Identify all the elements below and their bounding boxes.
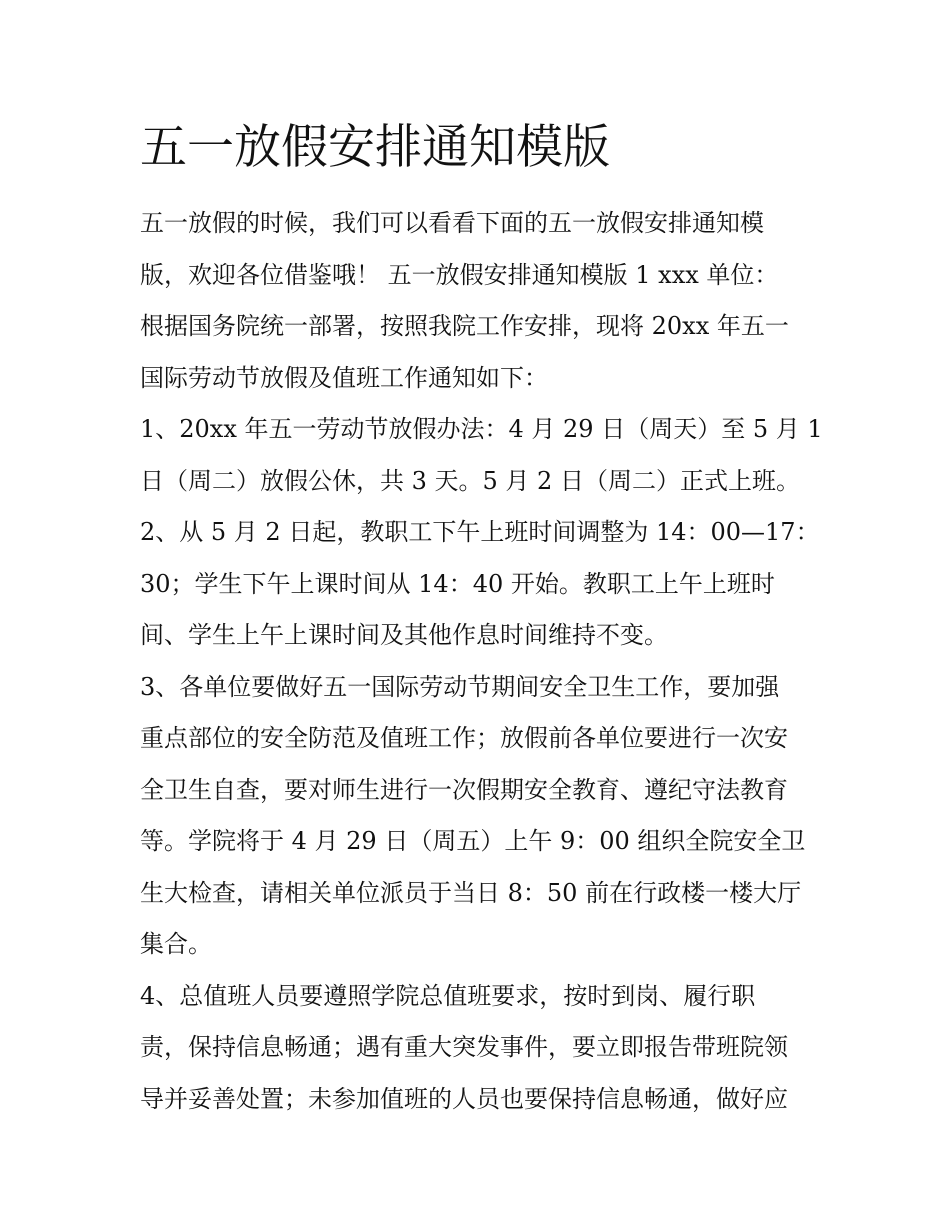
- paragraph-line: 根据国务院统一部署，按照我院工作安排，现将 20xx 年五一: [140, 312, 789, 340]
- paragraph-line: 1、20xx 年五一劳动节放假办法：4 月 29 日（周天）至 5 月 1: [140, 415, 823, 443]
- paragraph-line: 集合。: [140, 930, 212, 958]
- paragraph-line: 版，欢迎各位借鉴哦！ 五一放假安排通知模版 1 xxx 单位：: [140, 260, 779, 289]
- paragraph-line: 间、学生上午上课时间及其他作息时间维持不变。: [140, 621, 668, 649]
- paragraph-line: 导并妥善处置；未参加值班的人员也要保持信息畅通，做好应: [140, 1084, 788, 1113]
- paragraph-line: 五一放假的时候，我们可以看看下面的五一放假安排通知模: [140, 209, 764, 237]
- document-body: [140, 198, 823, 1125]
- paragraph-line: 4、总值班人员要遵照学院总值班要求，按时到岗、履行职: [140, 981, 756, 1010]
- paragraph-line: 生大检查，请相关单位派员于当日 8：50 前在行政楼一楼大厅: [140, 878, 802, 907]
- paragraph-line: 3、各单位要做好五一国际劳动节期间安全卫生工作，要加强: [140, 672, 780, 701]
- paragraph-line: 重点部位的安全防范及值班工作；放假前各单位要进行一次安: [140, 724, 788, 752]
- paragraph-line: 等。学院将于 4 月 29 日（周五）上午 9：00 组织全院安全卫: [140, 827, 806, 855]
- paragraph-line: 全卫生自查，要对师生进行一次假期安全教育、遵纪守法教育: [140, 775, 788, 804]
- paragraph-line: 30；学生下午上课时间从 14：40 开始。教职工上午上班时: [140, 569, 775, 598]
- document-title: 五一放假安排通知模版: [140, 120, 610, 175]
- paragraph-line: 2、从 5 月 2 日起，教职工下午上班时间调整为 14：00—17：: [140, 518, 820, 546]
- paragraph-line: 责，保持信息畅通；遇有重大突发事件，要立即报告带班院领: [140, 1033, 788, 1061]
- paragraph-line: 日（周二）放假公休，共 3 天。5 月 2 日（周二）正式上班。: [140, 466, 800, 495]
- paragraph-line: 国际劳动节放假及值班工作通知如下：: [140, 363, 548, 392]
